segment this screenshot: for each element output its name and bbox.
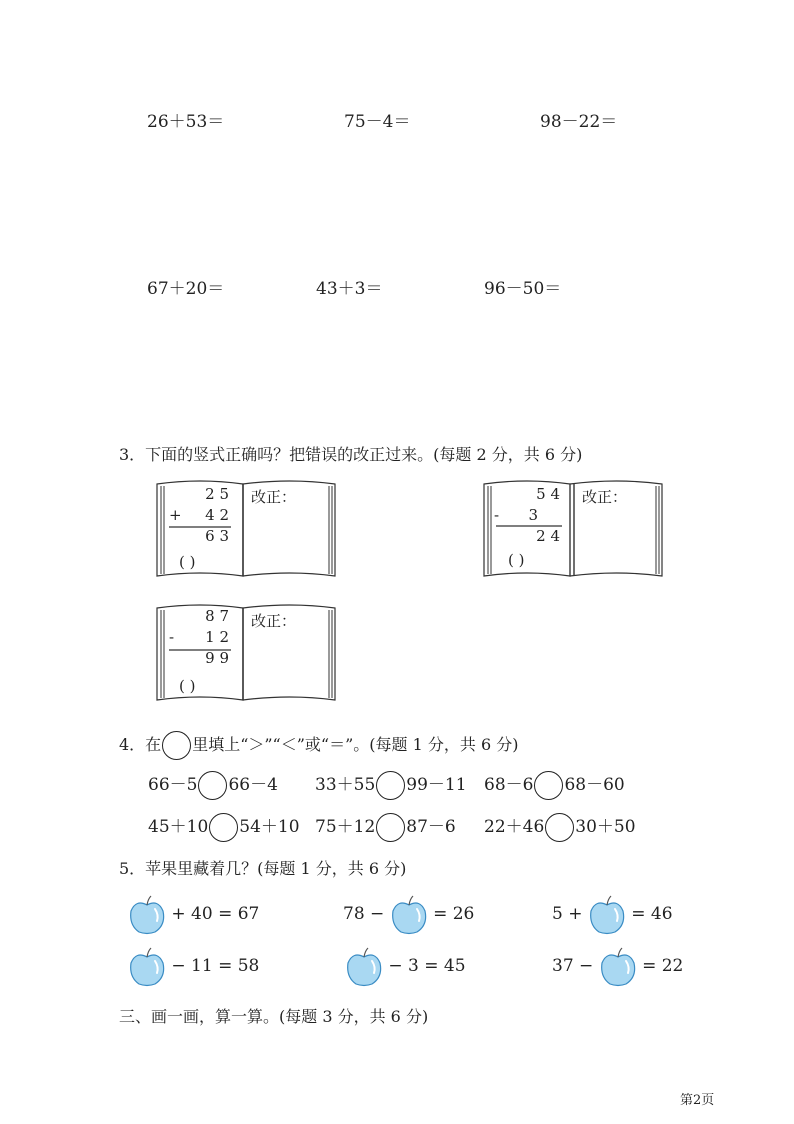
section-3-title: 三、画一画，算一算。(每题 3 分，共 6 分): [119, 1007, 429, 1026]
compare-circle[interactable]: [209, 813, 238, 842]
equation-suffix: = 22: [642, 956, 684, 976]
top-number: 5 4: [536, 485, 560, 503]
apple-equation: [552, 894, 673, 934]
bottom-number: 1 2: [205, 628, 229, 646]
left-expression: 68－6: [484, 775, 534, 795]
equation-suffix: = 26: [433, 904, 475, 924]
result-number: 9 9: [205, 649, 229, 667]
correction-label: 改正：: [251, 488, 297, 506]
vertical-calculation: [169, 606, 229, 669]
equation-suffix: − 11 = 58: [171, 956, 260, 976]
right-expression: 66－4: [228, 775, 278, 795]
apple-equation: [128, 894, 259, 934]
equation-prefix: 5 +: [552, 904, 583, 924]
compare-item: [315, 812, 456, 842]
left-expression: 45＋10: [148, 817, 209, 837]
equation-suffix: − 3 = 45: [388, 956, 466, 976]
compare-item: [148, 812, 300, 842]
answer-paren[interactable]: ( ): [179, 553, 196, 571]
right-expression: 30＋50: [575, 817, 636, 837]
operator: +: [169, 506, 182, 524]
right-expression: 87－6: [406, 817, 456, 837]
title-prefix: 4．在: [119, 735, 162, 754]
apple-icon[interactable]: [599, 947, 637, 987]
operator: -: [494, 506, 500, 524]
answer-paren[interactable]: ( ): [508, 551, 525, 569]
right-expression: 68－60: [564, 775, 625, 795]
equation-prefix: 37 −: [552, 956, 594, 976]
calc-item: 43＋3＝: [316, 279, 383, 299]
compare-item: [148, 770, 278, 800]
answer-paren[interactable]: ( ): [179, 677, 196, 695]
left-expression: 66－5: [148, 775, 198, 795]
right-expression: 99－11: [406, 775, 467, 795]
vertical-calculation: [169, 484, 229, 547]
apple-icon[interactable]: [588, 895, 626, 935]
top-number: 8 7: [205, 607, 229, 625]
apple-equation: [345, 946, 466, 986]
left-expression: 22＋46: [484, 817, 545, 837]
apple-equation: [343, 894, 474, 934]
compare-circle[interactable]: [376, 813, 405, 842]
apple-equation: [552, 946, 683, 986]
operator: -: [169, 628, 175, 646]
compare-item: [484, 812, 636, 842]
left-expression: 75＋12: [315, 817, 376, 837]
title-suffix: 里填上“＞”“＜”或“＝”。(每题 1 分，共 6 分): [192, 735, 519, 754]
circle-blank-icon: [162, 731, 191, 760]
apple-icon[interactable]: [345, 947, 383, 987]
top-number: 2 5: [205, 485, 229, 503]
compare-circle[interactable]: [376, 771, 405, 800]
apple-equation: [128, 946, 259, 986]
calc-item: 75－4＝: [344, 112, 411, 132]
calc-item: 26＋53＝: [147, 112, 225, 132]
calc-item: 96－50＝: [484, 279, 562, 299]
correction-label: 改正：: [251, 612, 297, 630]
compare-circle[interactable]: [198, 771, 227, 800]
correction-label: 改正：: [582, 488, 628, 506]
apple-icon[interactable]: [390, 895, 428, 935]
equation-suffix: + 40 = 67: [171, 904, 260, 924]
page-number: 第2页: [680, 1093, 715, 1108]
apple-icon[interactable]: [128, 895, 166, 935]
equation-suffix: = 46: [631, 904, 673, 924]
bottom-number: 4 2: [205, 506, 229, 524]
question-5-title: 5．苹果里藏着几？(每题 1 分，共 6 分): [119, 859, 407, 878]
book-card-1: [155, 480, 337, 580]
left-expression: 33＋55: [315, 775, 376, 795]
result-number: 6 3: [205, 527, 229, 545]
compare-item: [484, 770, 625, 800]
equation-prefix: 78 −: [343, 904, 385, 924]
result-number: 2 4: [536, 527, 560, 545]
right-expression: 54＋10: [239, 817, 300, 837]
vertical-calculation: [494, 484, 560, 547]
compare-circle[interactable]: [534, 771, 563, 800]
compare-circle[interactable]: [545, 813, 574, 842]
compare-item: [315, 770, 467, 800]
book-card-3: [155, 604, 337, 704]
bottom-number: 3: [528, 506, 538, 524]
calc-item: 98－22＝: [540, 112, 618, 132]
calc-item: 67＋20＝: [147, 279, 225, 299]
question-3-title: 3．下面的竖式正确吗？把错误的改正过来。(每题 2 分，共 6 分): [119, 445, 583, 464]
book-card-2: [482, 480, 664, 580]
apple-icon[interactable]: [128, 947, 166, 987]
question-4-title: [119, 730, 518, 760]
